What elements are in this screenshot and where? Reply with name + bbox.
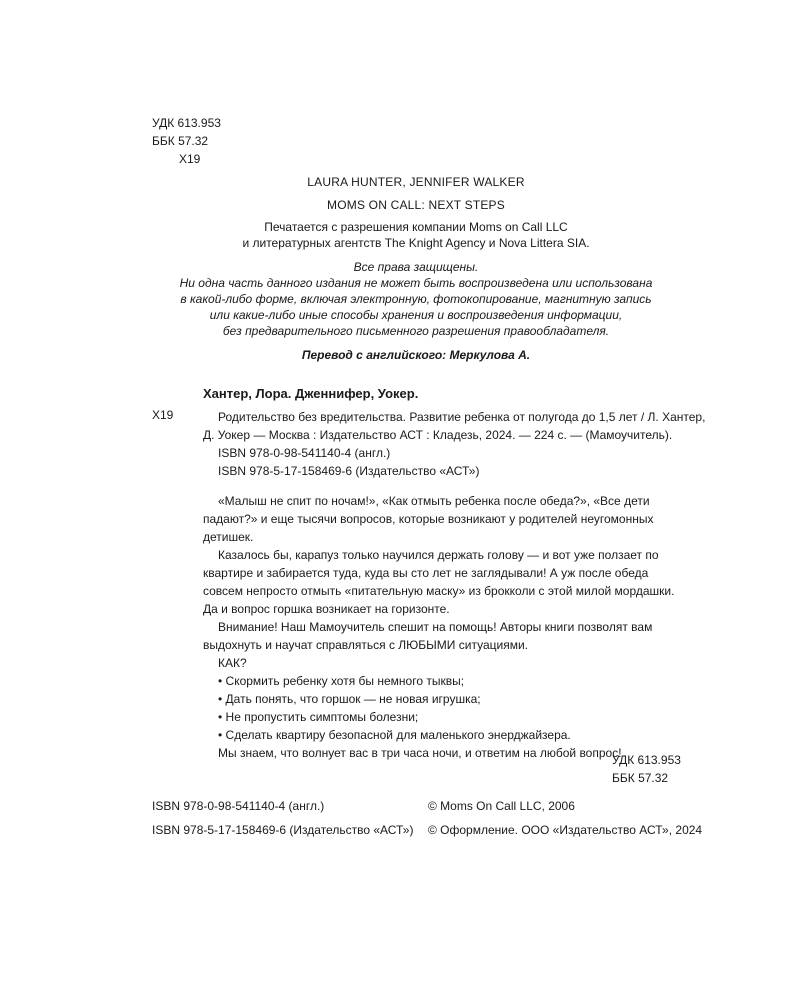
footer-isbn	[152, 794, 413, 842]
classification-codes	[152, 114, 221, 168]
catalog-description-line: Родительство без вредительства. Развитие ребенка от полугода до 1,5 лет / Л. Хантер,	[218, 410, 706, 424]
rights-line: в какой-либо форме, включая электронную, фотокопирование, магнитную запись	[180, 292, 652, 306]
annotation-list-item: • Скормить ребенку хотя бы немного тыквы;	[218, 674, 465, 688]
udk-code: УДК 613.953	[152, 116, 221, 130]
footer-isbn-en: ISBN 978-0-98-541140-4 (англ.)	[152, 799, 325, 813]
rights-line: без предварительного письменного разрешения правообладателя.	[222, 324, 610, 338]
translation-credit	[150, 347, 682, 363]
cutter-code: Х19	[179, 152, 201, 166]
copyright-original: © Moms On Call LLC, 2006	[428, 799, 575, 813]
rights-line: Все права защищены.	[353, 260, 479, 274]
original-authors	[150, 174, 682, 190]
translation-text: Перевод с английского: Меркулова А.	[301, 348, 531, 362]
catalog-description-line: Д. Уокер — Москва : Издательство АСТ : Кладезь, 2024. — 224 с. — (Мамоучитель).	[203, 428, 673, 442]
annotation-paragraph: Казалось бы, карапуз только научился держать голову — и вот уже ползает по квартире и забирается туда, куда вы сто лет не заглядывали! А уж после обеда совсем непросто отмыть «питательную маску» из брокколи с этой милой мордашки. Да и вопрос горшка возникает на горизонте.	[203, 548, 675, 616]
annotation-list-item: • Сделать квартиру безопасной для маленького энерджайзера.	[218, 728, 571, 742]
annotation-list-item: • Не пропустить симптомы болезни;	[218, 710, 419, 724]
rights-line: Ни одна часть данного издания не может быть воспроизведена или использована	[179, 276, 653, 290]
catalog-authors: Хантер, Лора. Дженнифер, Уокер.	[203, 386, 419, 401]
footer-isbn-ru: ISBN 978-5-17-158469-6 (Издательство «АСТ»)	[152, 823, 414, 837]
original-title	[150, 197, 682, 213]
rights-notice	[150, 259, 682, 339]
udk-code: УДК 613.953	[612, 753, 681, 767]
permission-line: и литературных агентств The Knight Agency и Nova Littera SIA.	[242, 236, 590, 250]
classification-codes-repeat	[612, 751, 681, 787]
catalog-isbn-line: ISBN 978-0-98-541140-4 (англ.)	[218, 446, 391, 460]
rights-line: или какие-либо иные способы хранения и воспроизведения информации,	[209, 308, 623, 322]
footer-copyright	[428, 794, 702, 842]
catalog-isbn-line: ISBN 978-5-17-158469-6 (Издательство «АСТ»)	[218, 464, 480, 478]
original-authors-text: LAURA HUNTER, JENNIFER WALKER	[307, 175, 525, 189]
annotation-list-item: • Дать понять, что горшок — не новая игрушка;	[218, 692, 481, 706]
annotation-closing: Мы знаем, что волнует вас в три часа ночи, и ответим на любой вопрос!	[218, 746, 622, 760]
permission-notice	[150, 219, 682, 251]
catalog-entry	[203, 408, 706, 480]
catalog-cutter: Х19	[152, 408, 174, 422]
bbk-code: ББК 57.32	[152, 134, 209, 148]
original-title-text: MOMS ON CALL: NEXT STEPS	[327, 198, 505, 212]
annotation-paragraph: «Малыш не спит по ночам!», «Как отмыть ребенка после обеда?», «Все дети падают?» и еще тысячи вопросов, которые возникают у родителей неугомонных детишек.	[203, 494, 654, 544]
annotation-paragraph: Внимание! Наш Мамоучитель спешит на помощь! Авторы книги позволят вам выдохнуть и научат справляться с ЛЮБЫМИ ситуациями.	[203, 620, 653, 652]
permission-line: Печатается с разрешения компании Moms on Call LLC	[264, 220, 568, 234]
copyright-design: © Оформление. ООО «Издательство АСТ», 2024	[428, 823, 703, 837]
annotation	[203, 492, 681, 762]
bbk-code: ББК 57.32	[612, 771, 669, 785]
annotation-list-title: КАК?	[218, 656, 247, 670]
